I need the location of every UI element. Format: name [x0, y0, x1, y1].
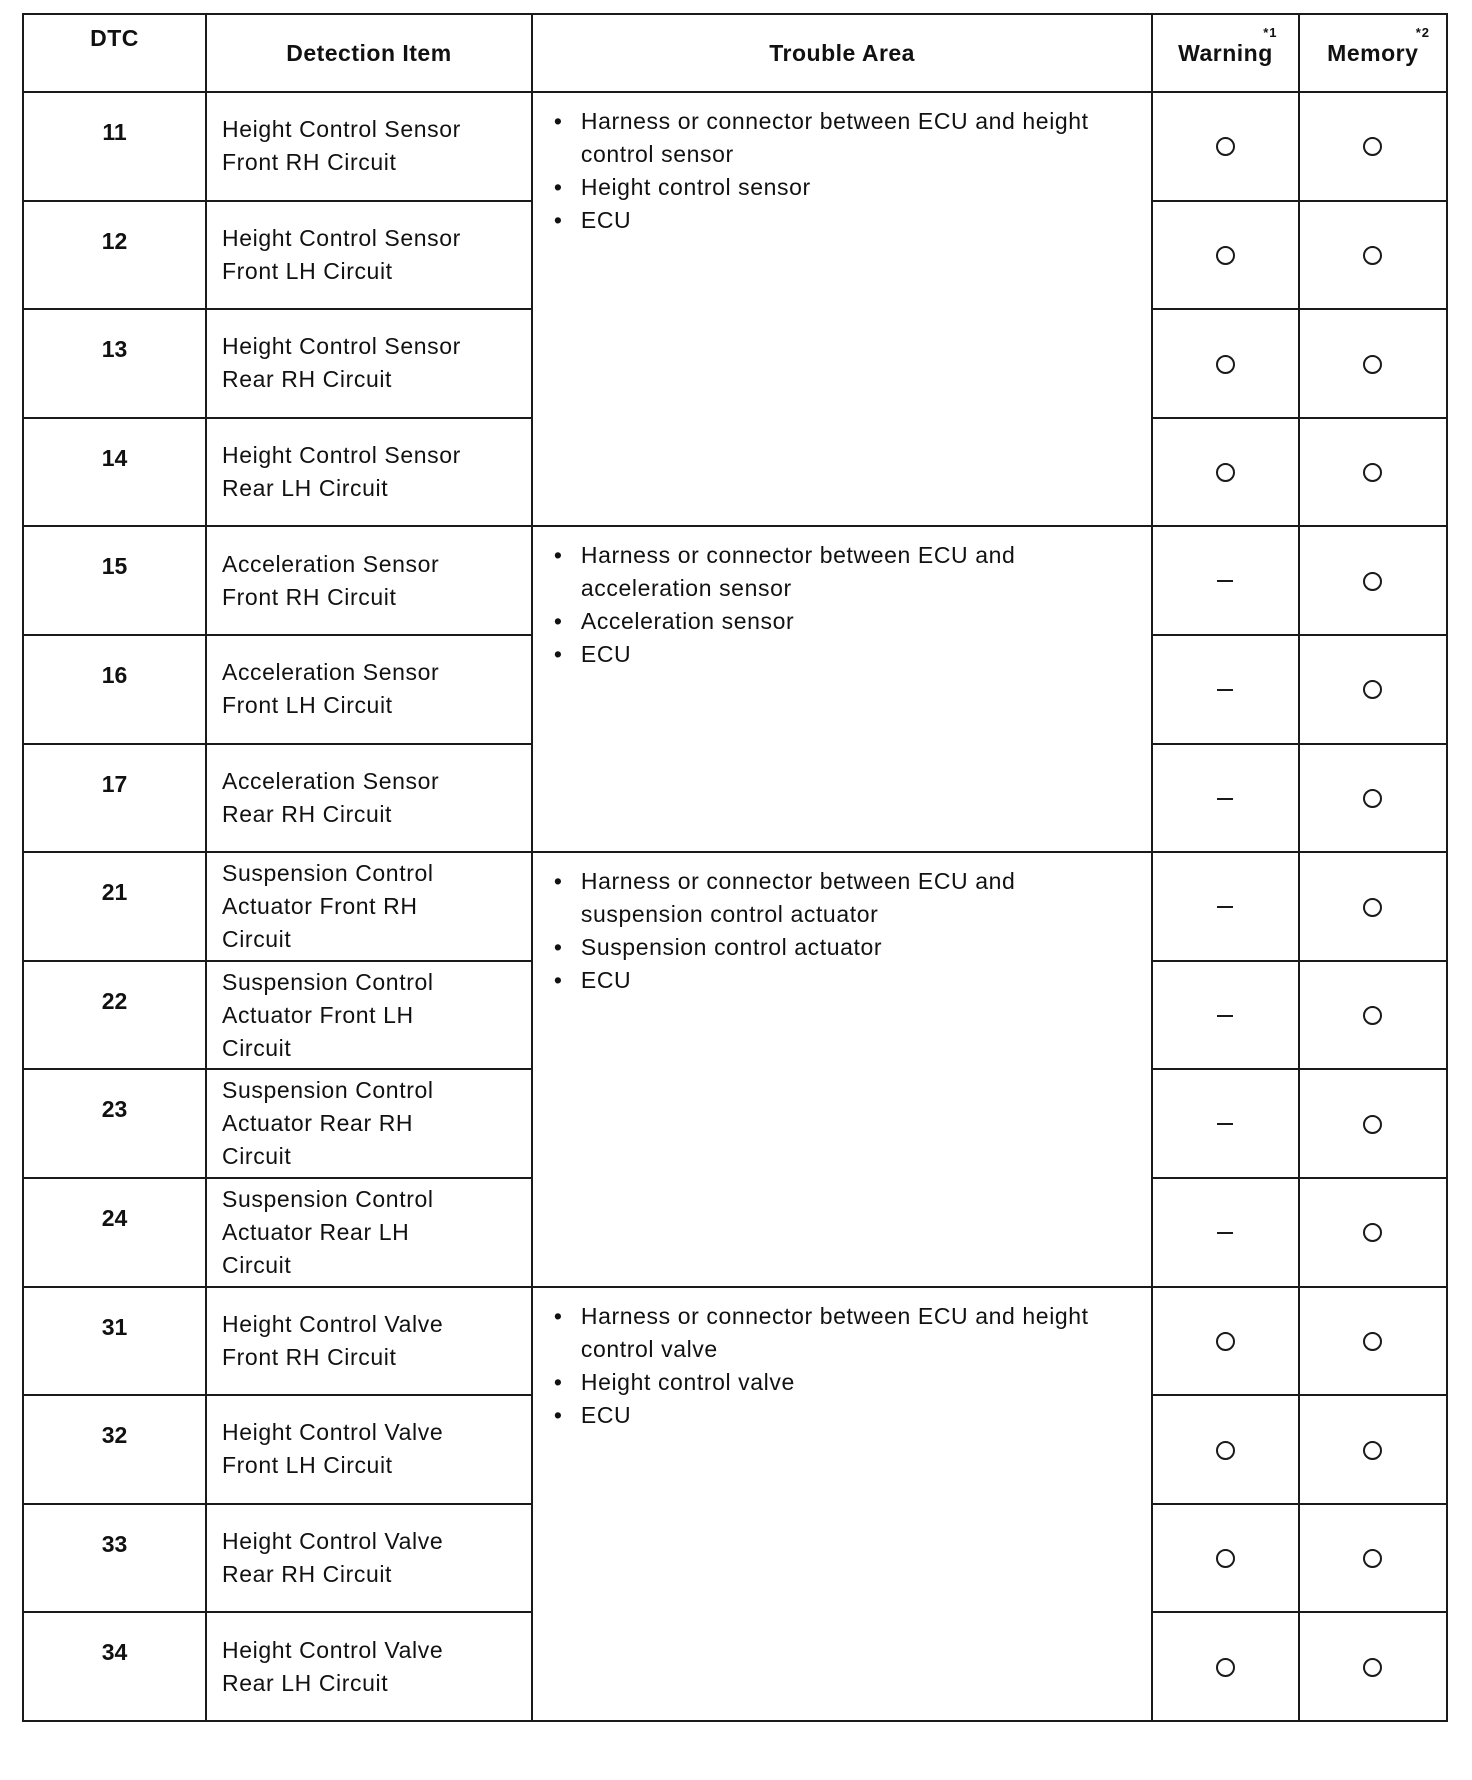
memory-cell: [1299, 92, 1447, 201]
memory-cell: [1299, 852, 1447, 961]
trouble-area: [532, 852, 1152, 1286]
detection-item-line: Height Control Valve: [222, 1636, 444, 1663]
detection-item-line: Suspension Control: [222, 968, 434, 995]
circle-mark: [1216, 1549, 1235, 1568]
warning-cell: [1152, 526, 1298, 635]
detection-item: [206, 744, 532, 853]
detection-item-line: Circuit: [222, 1251, 292, 1278]
trouble-area-list: [551, 1300, 1141, 1432]
dtc-code: 31: [23, 1287, 206, 1396]
dtc-code: 24: [23, 1178, 206, 1287]
memory-cell: [1299, 1612, 1447, 1721]
circle-mark: [1363, 789, 1382, 808]
circle-mark: [1363, 355, 1382, 374]
dash-mark: [1217, 1015, 1233, 1017]
detection-item-line: Acceleration Sensor: [222, 550, 440, 577]
memory-cell: [1299, 744, 1447, 853]
dtc-code: 15: [23, 526, 206, 635]
warning-cell: [1152, 1178, 1298, 1287]
detection-item-line: Circuit: [222, 925, 292, 952]
dtc-code: 22: [23, 961, 206, 1070]
detection-item: [206, 309, 532, 418]
detection-item: [206, 1287, 532, 1396]
warning-cell: [1152, 1504, 1298, 1613]
trouble-area-list: [551, 865, 1141, 997]
circle-mark: [1363, 572, 1382, 591]
detection-item-line: Height Control Sensor: [222, 442, 461, 469]
circle-mark: [1216, 137, 1235, 156]
memory-cell: [1299, 418, 1447, 527]
circle-mark: [1216, 1658, 1235, 1677]
dtc-code: 34: [23, 1612, 206, 1721]
header-memory-label: Memory: [1327, 39, 1419, 66]
detection-item: [206, 635, 532, 744]
detection-item-line: Rear LH Circuit: [222, 1669, 389, 1696]
dtc-table: [22, 13, 1448, 1722]
header-warning-label: Warning: [1178, 39, 1273, 66]
dtc-code: 16: [23, 635, 206, 744]
detection-item-line: Height Control Sensor: [222, 224, 461, 251]
detection-item: [206, 418, 532, 527]
header-warning: [1152, 14, 1298, 92]
detection-item-line: Acceleration Sensor: [222, 767, 440, 794]
dtc-code: 33: [23, 1504, 206, 1613]
detection-item-line: Front LH Circuit: [222, 257, 393, 284]
dtc-code: 21: [23, 852, 206, 961]
circle-mark: [1216, 463, 1235, 482]
memory-cell: [1299, 309, 1447, 418]
dash-mark: [1217, 906, 1233, 908]
header-detection-item: Detection Item: [206, 14, 532, 92]
trouble-area-list: [551, 105, 1141, 237]
trouble-area-bullet: • ECU: [551, 638, 1141, 671]
trouble-area-bullet: • ECU: [551, 204, 1141, 237]
dtc-code: 23: [23, 1069, 206, 1178]
detection-item: [206, 852, 532, 961]
warning-cell: [1152, 201, 1298, 310]
warning-cell: [1152, 92, 1298, 201]
detection-item: [206, 92, 532, 201]
circle-mark: [1363, 1441, 1382, 1460]
detection-item-line: Front RH Circuit: [222, 149, 397, 176]
trouble-area-bullet: • ECU: [551, 1399, 1141, 1432]
header-trouble-area: Trouble Area: [532, 14, 1152, 92]
warning-cell: [1152, 309, 1298, 418]
detection-item-line: Circuit: [222, 1034, 292, 1061]
detection-item: [206, 526, 532, 635]
header-row: [23, 14, 1447, 92]
circle-mark: [1363, 1115, 1382, 1134]
memory-cell: [1299, 1069, 1447, 1178]
circle-mark: [1363, 1223, 1382, 1242]
circle-mark: [1363, 1332, 1382, 1351]
dash-mark: [1217, 1123, 1233, 1125]
warning-cell: [1152, 635, 1298, 744]
detection-item: [206, 1178, 532, 1287]
memory-cell: [1299, 1395, 1447, 1504]
detection-item-line: Height Control Sensor: [222, 333, 461, 360]
circle-mark: [1363, 680, 1382, 699]
memory-cell: [1299, 526, 1447, 635]
trouble-area-bullet: • Harness or connector between ECU and height control valve: [551, 1300, 1141, 1366]
memory-cell: [1299, 1287, 1447, 1396]
detection-item: [206, 1069, 532, 1178]
detection-item-line: Acceleration Sensor: [222, 659, 440, 686]
trouble-area: [532, 1287, 1152, 1721]
memory-footnote-marker: *2: [1415, 25, 1430, 40]
trouble-area-list: [551, 539, 1141, 671]
detection-item-line: Front LH Circuit: [222, 692, 393, 719]
warning-cell: [1152, 1287, 1298, 1396]
warning-cell: [1152, 418, 1298, 527]
dtc-code: 14: [23, 418, 206, 527]
memory-cell: [1299, 635, 1447, 744]
warning-cell: [1152, 744, 1298, 853]
trouble-area-bullet: • Suspension control actuator: [551, 931, 1141, 964]
detection-item-line: Rear RH Circuit: [222, 366, 393, 393]
circle-mark: [1363, 1006, 1382, 1025]
circle-mark: [1216, 1332, 1235, 1351]
dtc-code: 11: [23, 92, 206, 201]
detection-item: [206, 201, 532, 310]
circle-mark: [1216, 355, 1235, 374]
detection-item: [206, 961, 532, 1070]
dash-mark: [1217, 580, 1233, 582]
detection-item-line: Front LH Circuit: [222, 1452, 393, 1479]
dash-mark: [1217, 1232, 1233, 1234]
circle-mark: [1363, 1658, 1382, 1677]
memory-cell: [1299, 961, 1447, 1070]
detection-item-line: Height Control Valve: [222, 1310, 444, 1337]
detection-item-line: Circuit: [222, 1143, 292, 1170]
detection-item-line: Suspension Control: [222, 1077, 434, 1104]
table-row: [23, 92, 1447, 201]
trouble-area-bullet: • ECU: [551, 964, 1141, 997]
dash-mark: [1217, 689, 1233, 691]
dtc-code: 32: [23, 1395, 206, 1504]
detection-item-line: Actuator Rear LH: [222, 1218, 410, 1245]
trouble-area: [532, 526, 1152, 852]
detection-item-line: Suspension Control: [222, 859, 434, 886]
trouble-area-bullet: • Harness or connector between ECU and suspension control actuator: [551, 865, 1141, 931]
detection-item-line: Actuator Front RH: [222, 892, 418, 919]
circle-mark: [1363, 463, 1382, 482]
detection-item-line: Height Control Valve: [222, 1528, 444, 1555]
dtc-code: 17: [23, 744, 206, 853]
warning-cell: [1152, 1395, 1298, 1504]
detection-item: [206, 1504, 532, 1613]
warning-footnote-marker: *1: [1263, 25, 1278, 40]
dtc-code: 12: [23, 201, 206, 310]
trouble-area: [532, 92, 1152, 526]
detection-item-line: Rear RH Circuit: [222, 1561, 393, 1588]
detection-item-line: Actuator Front LH: [222, 1001, 414, 1028]
memory-cell: [1299, 1504, 1447, 1613]
warning-cell: [1152, 1069, 1298, 1178]
table-row: [23, 1287, 1447, 1396]
trouble-area-bullet: • Harness or connector between ECU and acceleration sensor: [551, 539, 1141, 605]
warning-cell: [1152, 961, 1298, 1070]
detection-item-line: Front RH Circuit: [222, 1343, 397, 1370]
detection-item-line: Front RH Circuit: [222, 583, 397, 610]
trouble-area-bullet: • Height control sensor: [551, 171, 1141, 204]
detection-item: [206, 1395, 532, 1504]
dtc-table-body: [23, 92, 1447, 1721]
table-row: [23, 852, 1447, 961]
detection-item-line: Actuator Rear RH: [222, 1110, 414, 1137]
circle-mark: [1363, 137, 1382, 156]
detection-item-line: Rear LH Circuit: [222, 475, 389, 502]
header-dtc: DTC: [23, 14, 206, 92]
table-row: [23, 526, 1447, 635]
circle-mark: [1363, 898, 1382, 917]
dash-mark: [1217, 798, 1233, 800]
trouble-area-bullet: • Harness or connector between ECU and height control sensor: [551, 105, 1141, 171]
circle-mark: [1363, 1549, 1382, 1568]
detection-item: [206, 1612, 532, 1721]
detection-item-line: Suspension Control: [222, 1185, 434, 1212]
detection-item-line: Height Control Valve: [222, 1419, 444, 1446]
detection-item-line: Rear RH Circuit: [222, 800, 393, 827]
detection-item-line: Height Control Sensor: [222, 116, 461, 143]
memory-cell: [1299, 201, 1447, 310]
circle-mark: [1216, 246, 1235, 265]
warning-cell: [1152, 852, 1298, 961]
circle-mark: [1363, 246, 1382, 265]
trouble-area-bullet: • Height control valve: [551, 1366, 1141, 1399]
warning-cell: [1152, 1612, 1298, 1721]
memory-cell: [1299, 1178, 1447, 1287]
dtc-code: 13: [23, 309, 206, 418]
circle-mark: [1216, 1441, 1235, 1460]
trouble-area-bullet: • Acceleration sensor: [551, 605, 1141, 638]
header-memory: [1299, 14, 1447, 92]
